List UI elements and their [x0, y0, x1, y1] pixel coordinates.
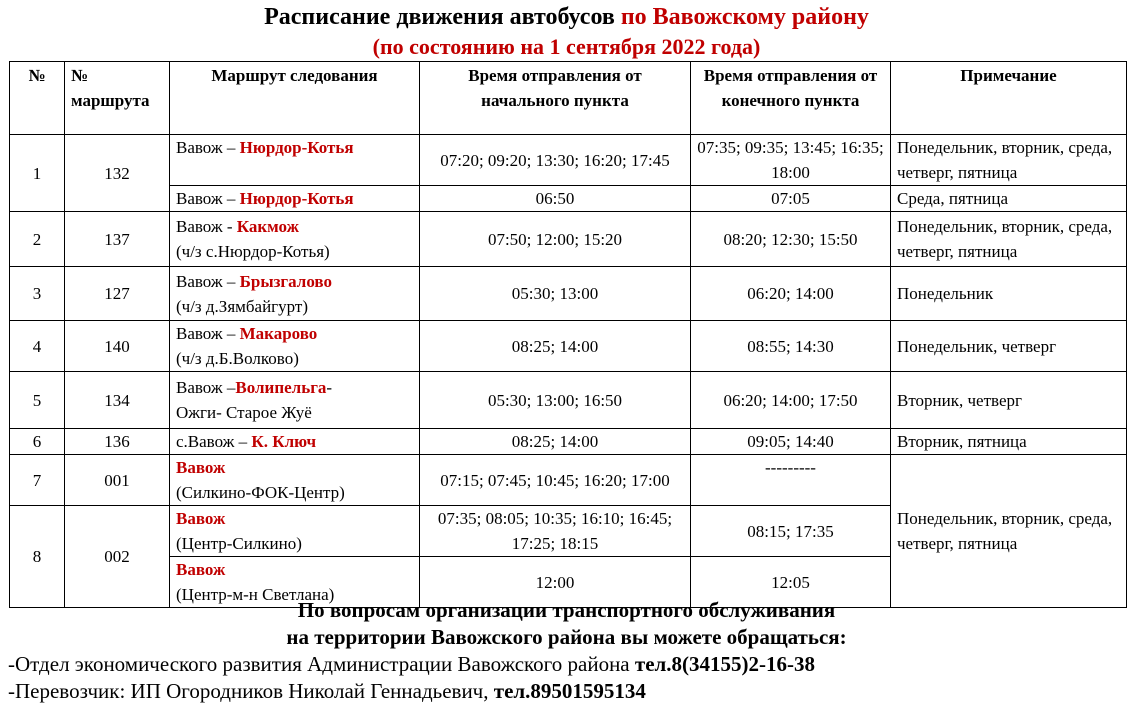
route-via: (Центр-м-н Светлана) [176, 585, 335, 604]
table-row [10, 212, 1127, 267]
route-destination: Вавож [176, 509, 226, 528]
row-dep-end: 09:05; 14:40 [691, 429, 891, 455]
row-note: Понедельник, вторник, среда, четверг, пятница [891, 135, 1127, 186]
department-phone: тел.8(34155)2-16-38 [634, 652, 816, 676]
table-row [10, 135, 1127, 186]
route-destination: Брызгалово [239, 271, 332, 291]
row-dep-end: 07:05 [691, 186, 891, 212]
route-destination: Нюрдор-Котья [239, 138, 354, 157]
row-dep-start: 12:00 [420, 557, 691, 608]
title-line-1: Расписание движения автобусов по Вавожскому району [264, 4, 869, 30]
row-dep-end: 08:20; 12:30; 15:50 [691, 212, 891, 267]
row-route-num: 001 [65, 455, 170, 506]
route-destination: Макарово [239, 324, 318, 343]
row-route: Вавож – Нюрдор-Котья [170, 135, 420, 186]
table-row [10, 455, 1127, 506]
row-route [170, 506, 420, 557]
header-row [10, 62, 1127, 135]
row-dep-start: 05:30; 13:00 [420, 267, 691, 321]
route-via: (ч/з с.Нюрдор-Котья) [176, 242, 330, 261]
row-note: Вторник, четверг [891, 372, 1127, 429]
footer-line-1: По вопросам организации транспортного обслуживания [297, 598, 836, 622]
header-note: Примечание [891, 62, 1127, 135]
row-note: Понедельник [891, 267, 1127, 321]
footer [0, 597, 1133, 705]
row-route [170, 455, 420, 506]
schedule-table [9, 61, 1127, 608]
title-line-2: (по состоянию на 1 сентября 2022 года) [372, 34, 761, 59]
title-district: по Вавожскому району [620, 4, 869, 30]
row-num: 5 [10, 372, 65, 429]
row-num: 1 [10, 135, 65, 212]
row-dep-start: 08:25; 14:00 [420, 429, 691, 455]
table-row [10, 429, 1127, 455]
route-via: (Центр-Силкино) [176, 534, 302, 553]
row-dep-start: 06:50 [420, 186, 691, 212]
row-dep-start: 08:25; 14:00 [420, 321, 691, 372]
row-route: с.Вавож – К. Ключ [170, 429, 420, 455]
row-dep-end: 08:15; 17:35 [691, 506, 891, 557]
route-destination: Какмож [236, 217, 299, 236]
route-via: (ч/з д.Б.Волково) [176, 349, 299, 368]
row-route-num: 140 [65, 321, 170, 372]
row-route-num: 127 [65, 267, 170, 321]
table-row [10, 186, 1127, 212]
route-via: (ч/з д.Зямбайгурт) [176, 296, 309, 316]
row-route-num: 137 [65, 212, 170, 267]
row-note: Понедельник, вторник, среда, четверг, пятница [891, 212, 1127, 267]
footer-contact-department: -Отдел экономического развития Администрации Вавожского района тел.8(34155)2-16-38 [8, 652, 816, 676]
row-note: Вторник, пятница [891, 429, 1127, 455]
row-dep-end: 06:20; 14:00 [691, 267, 891, 321]
row-dep-start: 07:15; 07:45; 10:45; 16:20; 17:00 [420, 455, 691, 506]
header-dep-start: Время отправления от начального пункта [420, 62, 691, 135]
row-route-num: 132 [65, 135, 170, 212]
row-route: Вавож –Волипельга- Ожги- Старое Жуё [170, 372, 420, 429]
route-destination: К. Ключ [251, 432, 317, 451]
header-route: Маршрут следования [170, 62, 420, 135]
footer-contact-carrier: -Перевозчик: ИП Огородников Николай Геннадьевич, тел.89501595134 [8, 679, 646, 703]
row-dep-start: 05:30; 13:00; 16:50 [420, 372, 691, 429]
table-row [10, 321, 1127, 372]
route-destination: Вавож [176, 560, 226, 579]
row-route-num: 136 [65, 429, 170, 455]
row-note: Среда, пятница [891, 186, 1127, 212]
row-num: 2 [10, 212, 65, 267]
table-row [10, 372, 1127, 429]
row-dep-end: 12:05 [691, 557, 891, 608]
row-num: 8 [10, 506, 65, 608]
row-dep-end: --------- [691, 455, 891, 506]
footer-line-2: на территории Вавожского района вы можете обращаться: [286, 625, 847, 649]
row-note: Понедельник, вторник, среда, четверг, пятница [891, 455, 1127, 608]
table-row [10, 267, 1127, 321]
row-note: Понедельник, четверг [891, 321, 1127, 372]
row-route: Вавож – Нюрдор-Котья [170, 186, 420, 212]
route-via: Ожги- Старое Жуё [176, 403, 312, 422]
page-title [0, 2, 1133, 62]
route-destination: Нюрдор-Котья [239, 189, 354, 208]
route-destination: Волипельга [235, 378, 327, 397]
row-dep-start: 07:50; 12:00; 15:20 [420, 212, 691, 267]
row-dep-end: 08:55; 14:30 [691, 321, 891, 372]
row-route: Вавож – Брызгалово (ч/з д.Зямбайгурт) [170, 267, 420, 321]
row-dep-start: 07:35; 08:05; 10:35; 16:10; 16:45; 17:25; 18:15 [420, 506, 691, 557]
row-dep-start: 07:20; 09:20; 13:30; 16:20; 17:45 [420, 135, 691, 186]
row-num: 3 [10, 267, 65, 321]
carrier-phone: тел.89501595134 [493, 679, 646, 703]
row-route: Вавож – Макарово (ч/з д.Б.Волково) [170, 321, 420, 372]
row-dep-end: 07:35; 09:35; 13:45; 16:35; 18:00 [691, 135, 891, 186]
row-route: Вавож - Какмож (ч/з с.Нюрдор-Котья) [170, 212, 420, 267]
row-route-num: 134 [65, 372, 170, 429]
row-num: 7 [10, 455, 65, 506]
row-route-num: 002 [65, 506, 170, 608]
header-dep-end: Время отправления от конечного пункта [691, 62, 891, 135]
header-num: № [10, 62, 65, 135]
row-num: 4 [10, 321, 65, 372]
row-dep-end: 06:20; 14:00; 17:50 [691, 372, 891, 429]
row-num: 6 [10, 429, 65, 455]
header-route-num: № маршрута [65, 62, 170, 135]
route-destination: Вавож [176, 458, 226, 477]
route-via: (Силкино-ФОК-Центр) [176, 483, 345, 502]
